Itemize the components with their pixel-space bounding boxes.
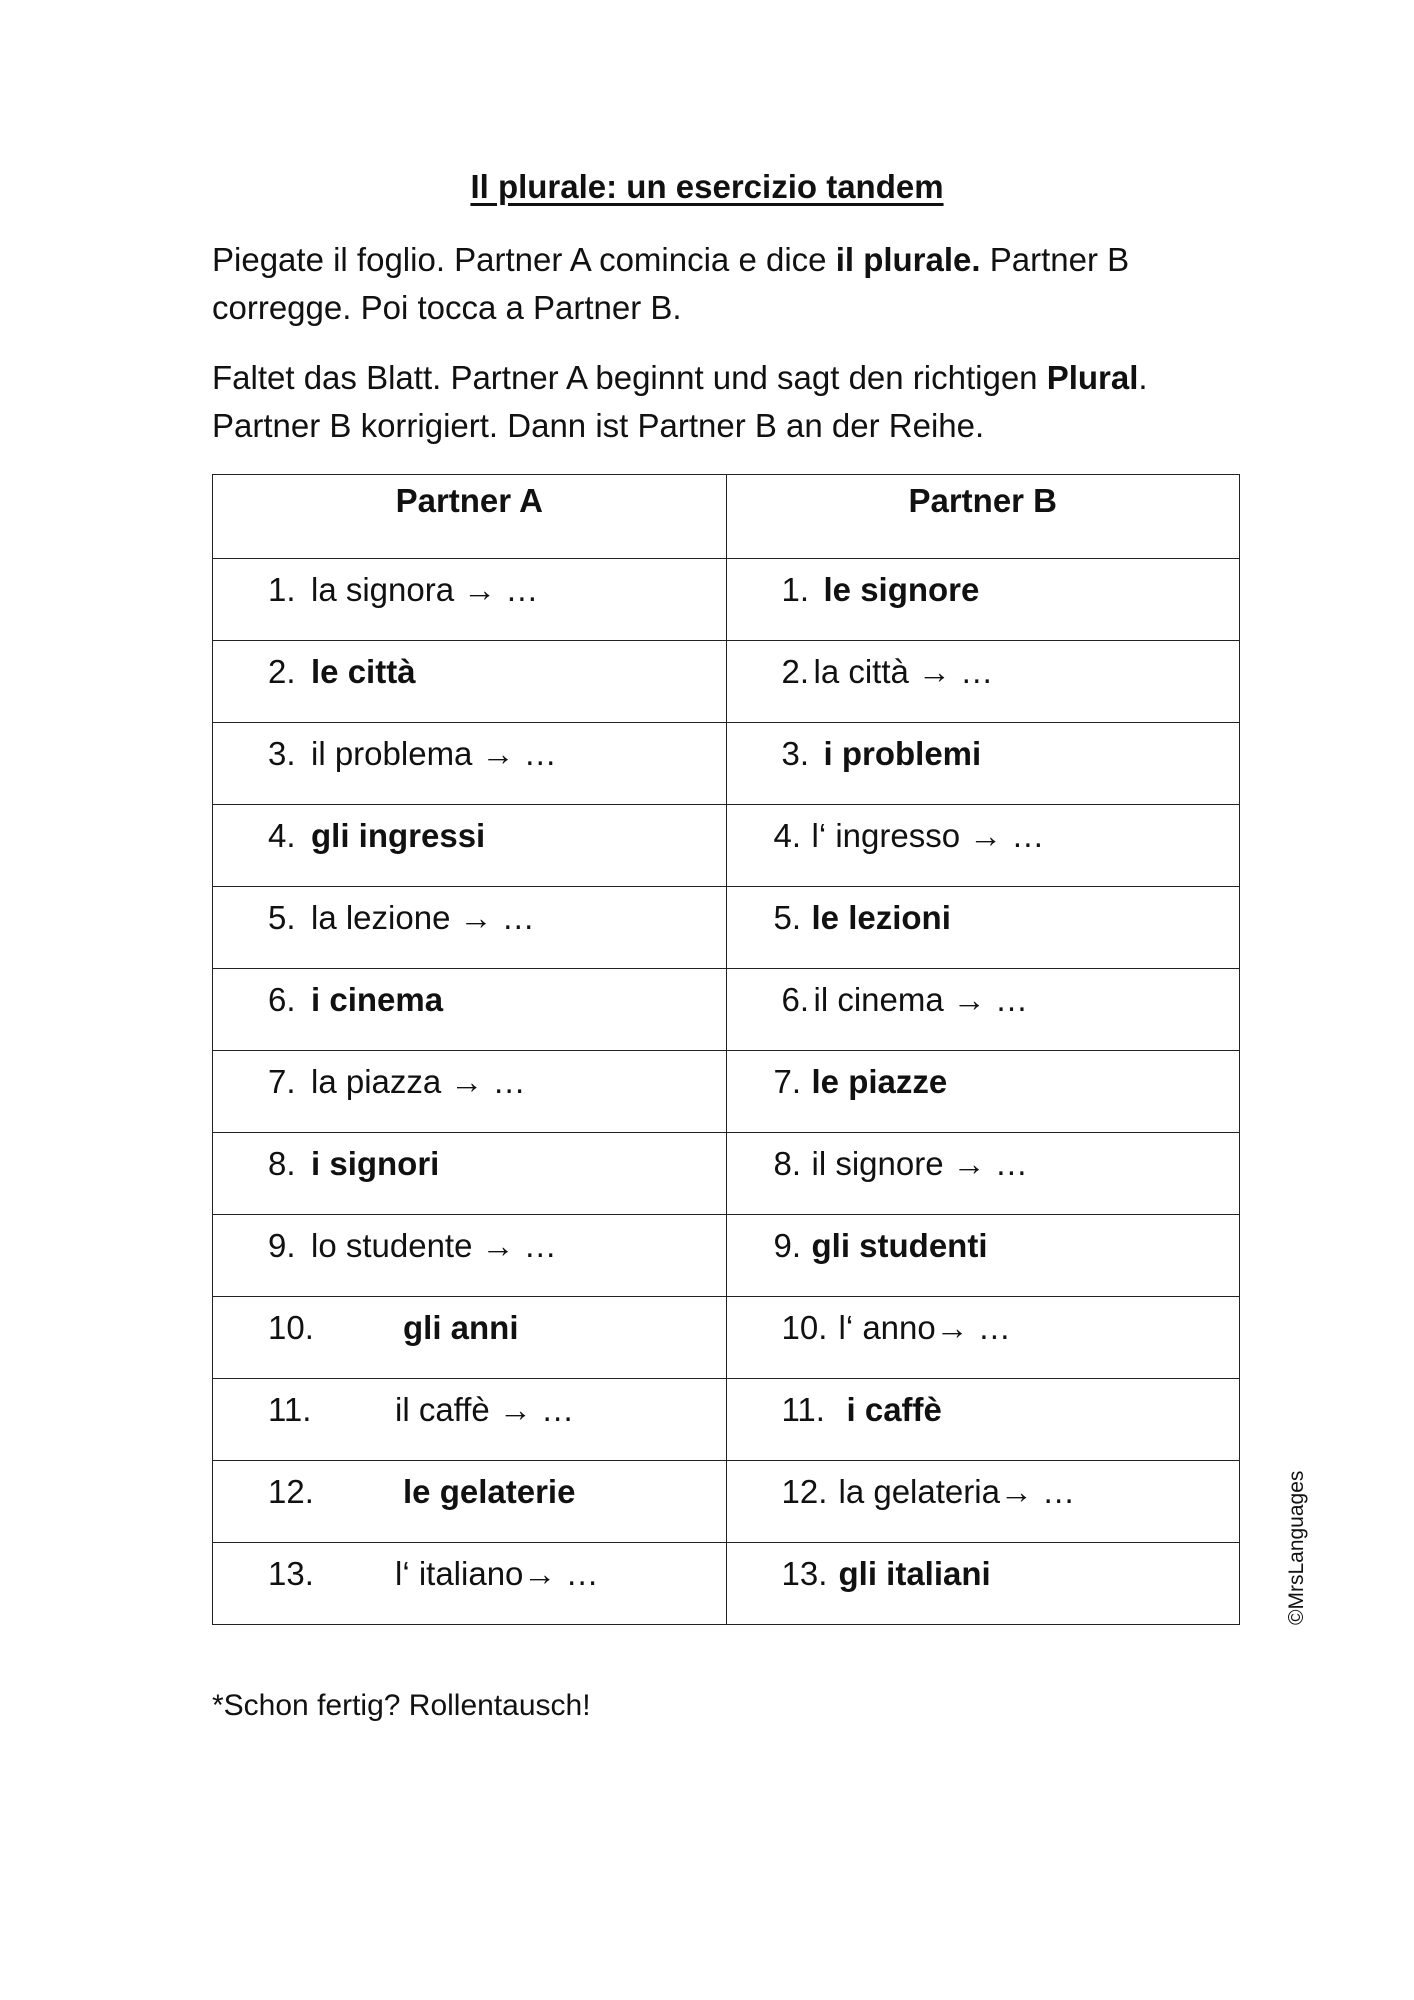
item-number: 11. <box>268 1391 312 1428</box>
item-number: 12. <box>268 1473 314 1510</box>
table-row <box>213 805 1240 887</box>
table-body <box>213 559 1240 1625</box>
partner-a-cell <box>213 559 727 641</box>
prompt-text: la piazza → … <box>311 1063 526 1100</box>
answer-text: gli studenti <box>811 1227 988 1264</box>
partner-a-cell <box>213 1543 727 1625</box>
partner-a-cell <box>213 1051 727 1133</box>
instructions-german-part2: . Partner B korrigiert. Dann ist Partner B an der Reihe. <box>212 359 1148 444</box>
partner-b-cell <box>726 1051 1240 1133</box>
partner-a-cell <box>213 969 727 1051</box>
answer-text: i cinema <box>311 981 444 1018</box>
partner-a-cell <box>213 1133 727 1215</box>
partner-b-cell <box>726 559 1240 641</box>
item-number: 2. <box>781 653 810 690</box>
item-number: 13. <box>268 1555 314 1592</box>
prompt-text: la signora → … <box>311 571 539 608</box>
partner-b-cell <box>726 1461 1240 1543</box>
prompt-text: il signore → … <box>811 1145 1028 1182</box>
item-number: 9. <box>773 1227 802 1264</box>
answer-text: le piazze <box>811 1063 948 1100</box>
header-partner-b: Partner B <box>726 475 1240 559</box>
instructions-italian-part2: Partner B corregge. Poi tocca a Partner B. <box>212 241 1130 326</box>
table-row <box>213 1379 1240 1461</box>
item-number: 4. <box>773 817 802 854</box>
table-row <box>213 1133 1240 1215</box>
item-number: 3. <box>268 735 296 772</box>
partner-a-cell <box>213 1215 727 1297</box>
partner-b-cell <box>726 805 1240 887</box>
footer-note: *Schon fertig? Rollentausch! <box>212 1689 591 1722</box>
partner-b-cell <box>726 641 1240 723</box>
partner-a-cell <box>213 1379 727 1461</box>
item-number: 4. <box>268 817 296 854</box>
partner-b-cell <box>726 887 1240 969</box>
table-row <box>213 641 1240 723</box>
prompt-text: la lezione → … <box>311 899 535 936</box>
instructions-italian-bold: il plurale. <box>835 241 981 278</box>
answer-text: le signore <box>823 571 980 608</box>
item-number: 8. <box>773 1145 802 1182</box>
partner-a-cell <box>213 723 727 805</box>
header-partner-a: Partner A <box>213 475 727 559</box>
worksheet-title: Il plurale: un esercizio tandem <box>470 168 944 205</box>
prompt-text: l‘ ingresso → … <box>811 817 1045 854</box>
table-row <box>213 1543 1240 1625</box>
item-number: 10. <box>268 1309 314 1346</box>
prompt-text: il problema → … <box>311 735 557 772</box>
item-number: 5. <box>773 899 802 936</box>
answer-text: gli italiani <box>838 1555 991 1592</box>
partner-a-cell <box>213 887 727 969</box>
prompt-text: la città → … <box>813 653 994 690</box>
item-number: 7. <box>773 1063 802 1100</box>
instructions-german-part1: Faltet das Blatt. Partner A beginnt und sagt den richtigen <box>212 359 1047 396</box>
table-row <box>213 1297 1240 1379</box>
item-number: 11. <box>781 1391 825 1428</box>
partner-b-cell <box>726 723 1240 805</box>
prompt-text: l‘ italiano→ … <box>395 1555 599 1592</box>
answer-text: gli anni <box>403 1309 519 1346</box>
table-row <box>213 559 1240 641</box>
partner-a-cell <box>213 1461 727 1543</box>
prompt-text: la gelateria→ … <box>838 1473 1076 1510</box>
item-number: 2. <box>268 653 296 690</box>
answer-text: le città <box>311 653 416 690</box>
table-row <box>213 969 1240 1051</box>
table-header-row <box>213 475 1240 559</box>
answer-text: i problemi <box>823 735 982 772</box>
item-number: 1. <box>781 571 810 608</box>
answer-text: gli ingressi <box>311 817 486 854</box>
partner-b-cell <box>726 1297 1240 1379</box>
item-number: 3. <box>781 735 810 772</box>
instructions-german <box>212 354 1252 450</box>
partner-a-cell <box>213 1297 727 1379</box>
tandem-table <box>212 474 1240 1625</box>
answer-text: i signori <box>311 1145 440 1182</box>
item-number: 5. <box>268 899 296 936</box>
copyright-notice: ©MrsLanguages <box>1285 1470 1308 1625</box>
partner-a-cell <box>213 641 727 723</box>
item-number: 10. <box>781 1309 828 1346</box>
instructions-italian-part1: Piegate il foglio. Partner A comincia e dice <box>212 241 836 278</box>
answer-text: le gelaterie <box>403 1473 576 1510</box>
item-number: 9. <box>268 1227 296 1264</box>
instructions-italian <box>212 236 1252 332</box>
prompt-text: l‘ anno→ … <box>838 1309 1011 1346</box>
table-row <box>213 723 1240 805</box>
partner-b-cell <box>726 1379 1240 1461</box>
item-number: 12. <box>781 1473 828 1510</box>
prompt-text: il caffè → … <box>395 1391 575 1428</box>
partner-b-cell <box>726 969 1240 1051</box>
answer-text: le lezioni <box>811 899 951 936</box>
answer-text: i caffè <box>846 1391 942 1428</box>
table-row <box>213 1461 1240 1543</box>
item-number: 6. <box>268 981 296 1018</box>
item-number: 8. <box>268 1145 296 1182</box>
partner-b-cell <box>726 1215 1240 1297</box>
table-row <box>213 1215 1240 1297</box>
partner-b-cell <box>726 1543 1240 1625</box>
partner-b-cell <box>726 1133 1240 1215</box>
partner-a-cell <box>213 805 727 887</box>
prompt-text: il cinema → … <box>813 981 1029 1018</box>
item-number: 13. <box>781 1555 828 1592</box>
item-number: 6. <box>781 981 810 1018</box>
instructions-german-bold: Plural <box>1046 359 1139 396</box>
prompt-text: lo studente → … <box>311 1227 557 1264</box>
table-row <box>213 1051 1240 1133</box>
item-number: 7. <box>268 1063 296 1100</box>
item-number: 1. <box>268 571 296 608</box>
table-row <box>213 887 1240 969</box>
